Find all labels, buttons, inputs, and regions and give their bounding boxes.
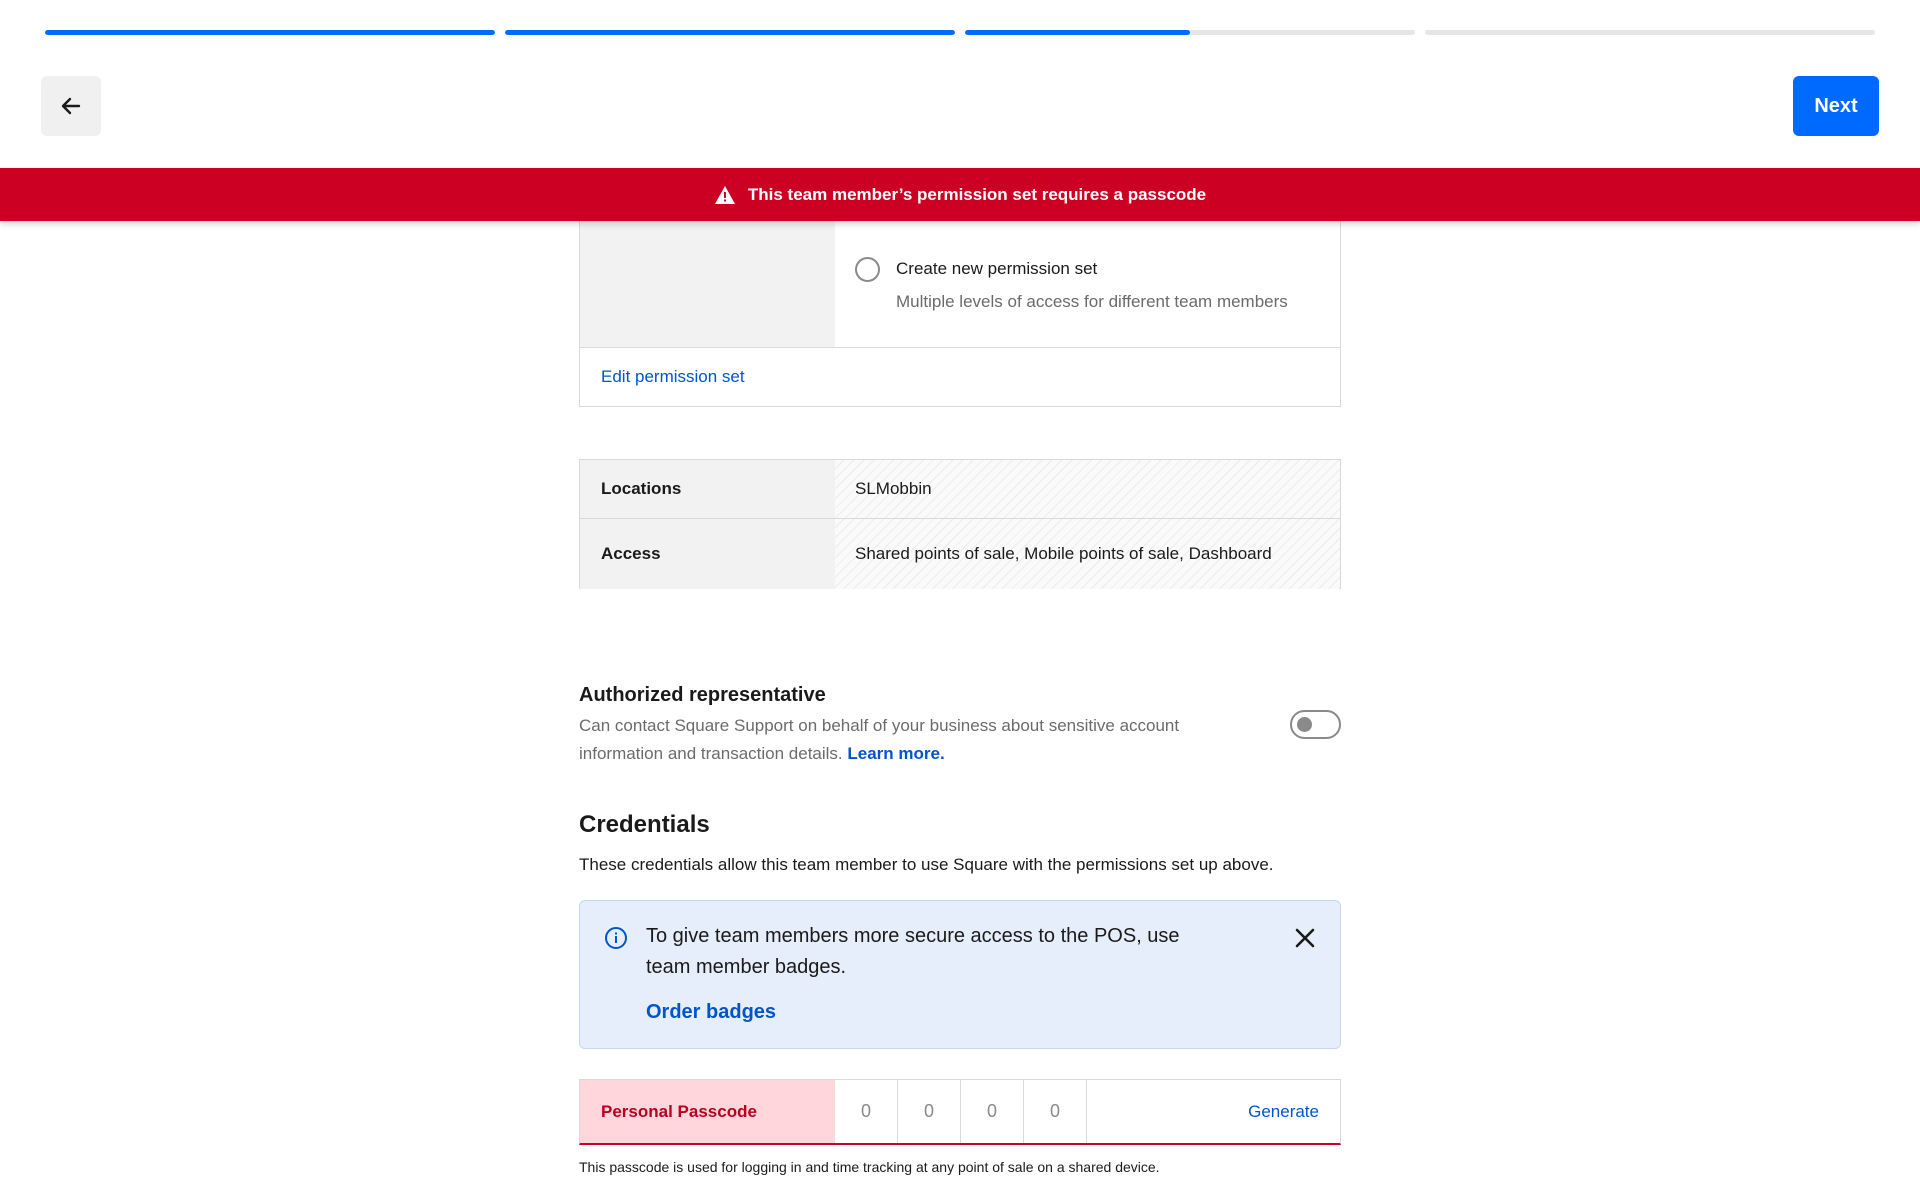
access-label: Access bbox=[580, 519, 835, 589]
personal-passcode-row bbox=[579, 1079, 1341, 1145]
warning-triangle-icon bbox=[714, 185, 736, 205]
permission-set-panel bbox=[579, 221, 1341, 407]
authorized-rep-title: Authorized representative bbox=[579, 684, 826, 706]
permission-set-options bbox=[835, 221, 1340, 347]
banner-message: This team member’s permission set requires a passcode bbox=[747, 184, 1207, 204]
passcode-digit-4[interactable]: 0 bbox=[1024, 1080, 1087, 1143]
divider bbox=[580, 347, 1340, 348]
toggle-knob bbox=[1297, 717, 1312, 732]
info-circle-icon bbox=[604, 926, 628, 950]
locations-access-table bbox=[579, 459, 1341, 589]
close-icon bbox=[1295, 928, 1315, 948]
create-permission-set-label[interactable]: Create new permission set bbox=[896, 259, 1098, 278]
step-progress bbox=[45, 30, 1875, 35]
credentials-title: Credentials bbox=[579, 811, 710, 838]
progress-segment-2 bbox=[505, 30, 955, 35]
passcode-spacer bbox=[1087, 1080, 1248, 1143]
locations-label: Locations bbox=[580, 460, 835, 518]
close-callout-button[interactable] bbox=[1292, 925, 1318, 951]
order-badges-link[interactable]: Order badges bbox=[646, 1001, 777, 1023]
arrow-left-icon bbox=[59, 94, 83, 118]
passcode-help-text: This passcode is used for logging in and time tracking at any point of sale on a shared device. bbox=[579, 1159, 1160, 1175]
progress-fill-1 bbox=[45, 30, 495, 35]
error-banner bbox=[0, 168, 1920, 221]
generate-passcode-link[interactable]: Generate bbox=[1248, 1101, 1319, 1121]
badges-info-callout bbox=[579, 900, 1341, 1049]
passcode-digit-2[interactable]: 0 bbox=[898, 1080, 961, 1143]
progress-fill-3 bbox=[965, 30, 1190, 35]
locations-value: SLMobbin bbox=[835, 460, 1340, 518]
passcode-digit-1[interactable]: 0 bbox=[835, 1080, 898, 1143]
progress-segment-3 bbox=[965, 30, 1415, 35]
progress-fill-2 bbox=[505, 30, 955, 35]
authorized-rep-text: Can contact Square Support on behalf of your business about sensitive account information and transaction details. bbox=[579, 716, 1180, 763]
personal-passcode-label: Personal Passcode bbox=[580, 1080, 835, 1143]
authorized-rep-description bbox=[579, 712, 1259, 768]
create-permission-set-radio[interactable] bbox=[855, 257, 880, 282]
table-row-access bbox=[580, 519, 1340, 589]
progress-segment-1 bbox=[45, 30, 495, 35]
callout-message: To give team members more secure access to the POS, use team member badges. bbox=[646, 925, 1180, 978]
permission-set-label-column bbox=[580, 221, 835, 347]
learn-more-link[interactable]: Learn more. bbox=[847, 744, 945, 763]
table-row-locations bbox=[580, 460, 1340, 519]
credentials-description: These credentials allow this team member to use Square with the permissions set up above. bbox=[579, 855, 1274, 874]
create-permission-set-description: Multiple levels of access for different team members bbox=[896, 292, 1288, 311]
passcode-digit-3[interactable]: 0 bbox=[961, 1080, 1024, 1143]
authorized-rep-toggle[interactable] bbox=[1290, 710, 1341, 739]
progress-segment-4 bbox=[1425, 30, 1875, 35]
next-button[interactable]: Next bbox=[1793, 76, 1879, 136]
access-value: Shared points of sale, Mobile points of sale, Dashboard bbox=[835, 519, 1340, 589]
edit-permission-set-link[interactable]: Edit permission set bbox=[601, 367, 745, 386]
back-button[interactable] bbox=[41, 76, 101, 136]
